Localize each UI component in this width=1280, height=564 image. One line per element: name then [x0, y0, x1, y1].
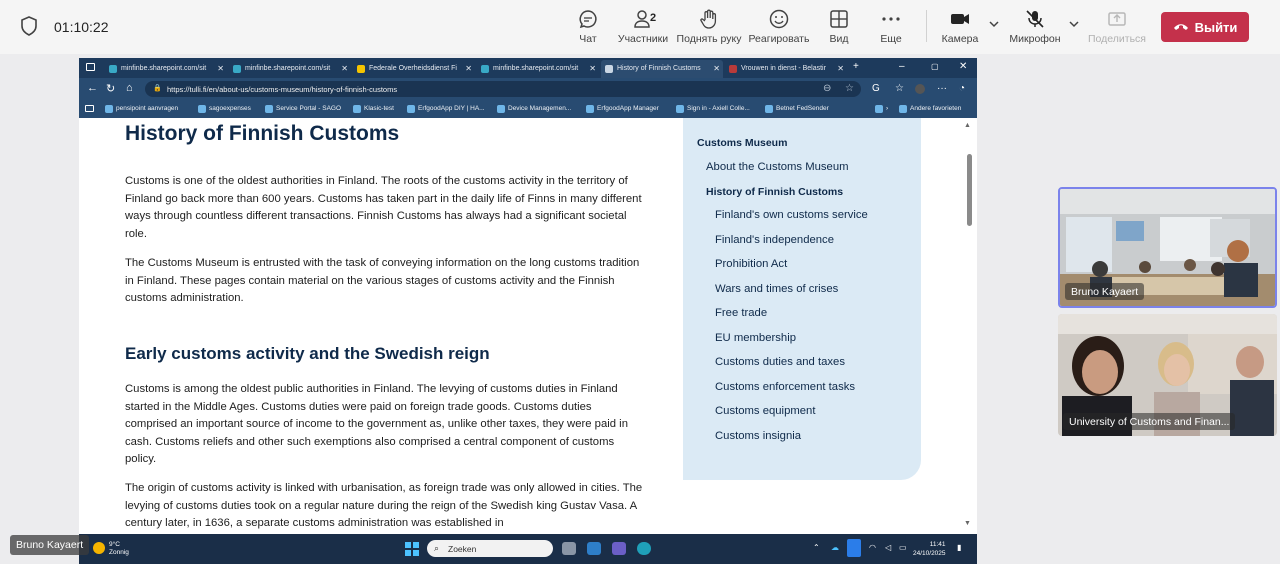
tab-label: minfinbe.sharepoint.com/sit	[245, 65, 331, 72]
favorite-item[interactable]: Service Portal - SAGO	[265, 105, 341, 112]
sidebar-heading: Customs Museum	[697, 137, 788, 149]
url-input[interactable]	[145, 81, 861, 97]
sidebar-link[interactable]: Finland's own customs service	[715, 209, 868, 221]
sidebar-link-current[interactable]: History of Finnish Customs	[706, 186, 844, 198]
intro-paragraph: The Customs Museum is entrusted with the task of conveying information on the long customs tradition in Finland. These pages contain material on the various stages of customs activity and the Finnish customs administration.	[125, 257, 640, 305]
more-label: Еще	[880, 33, 902, 45]
notification-icon[interactable]: ▮	[957, 543, 962, 552]
tab-actions-icon[interactable]	[86, 63, 95, 71]
collections-icon[interactable]: ☆	[895, 83, 904, 94]
browser-tab-strip	[79, 58, 977, 78]
favorite-item[interactable]: ErfgoodApp Manager	[586, 105, 659, 112]
sidebar-nav	[683, 118, 921, 480]
participants-button[interactable]	[608, 8, 678, 45]
sidebar-link[interactable]: Customs insignia	[715, 430, 802, 442]
sidebar-link[interactable]: Finland's independence	[715, 234, 834, 246]
tray-chevron-icon[interactable]: ⌃	[813, 543, 820, 552]
raise-hand-label: Поднять руку	[676, 33, 742, 45]
refresh-icon[interactable]: ↻	[106, 83, 116, 95]
close-icon[interactable]: ✕	[217, 64, 224, 73]
taskbar-clock[interactable]	[913, 540, 946, 558]
search-placeholder: Zoeken	[448, 544, 477, 554]
favorites-toggle-icon[interactable]	[85, 105, 94, 112]
share-icon	[1106, 8, 1128, 30]
browser-tab[interactable]	[477, 60, 599, 78]
section-paragraph: The origin of customs activity is linked with urbanisation, as foreign trade was only allowed in cities. The levying of customs duties took on a regular nature during the reign of the Swedish king Gustav Vasa. A century later, in 1636, a separate customs administration was established in	[125, 482, 643, 530]
home-icon[interactable]: ⌂	[126, 82, 133, 94]
tab-label: Vrouwen in dienst - Belastir	[741, 65, 826, 72]
chat-label: Чат	[579, 33, 597, 45]
other-favorites-folder[interactable]: Andere favorieten	[899, 105, 961, 112]
tab-favicon-icon	[605, 65, 613, 73]
tab-favicon-icon	[357, 65, 365, 73]
section-heading: Early customs activity and the Swedish reign	[125, 344, 490, 363]
intro-paragraph: Customs is one of the oldest authorities in Finland. The roots of the customs activity in the territory of Finland go back more than 600 years. Customs has taken part in the daily life of Finns in many different ways through countless different transactions. Finnish Customs has always had a significant societal role.	[125, 175, 642, 240]
edge-icon[interactable]	[637, 542, 651, 555]
maximize-icon[interactable]: ▢	[931, 62, 939, 71]
web-page-content	[79, 118, 977, 534]
grid-icon	[828, 8, 850, 30]
section-paragraph: Customs is among the oldest public authorities in Finland. The levying of customs duties in Finland started in the Middle Ages. Customs duties were paid on foreign trade goods. Customs duties comprised an important source of income to the government as, unlike other taxes, they were paid in cash. Customs reliefs and other such exemptions also comprised a central component of customs policy.	[125, 383, 628, 466]
chevron-down-icon[interactable]	[1068, 18, 1080, 30]
view-label: Вид	[829, 33, 849, 45]
favorite-item[interactable]: ErfgoodApp DIY | HA...	[407, 105, 485, 112]
share-label: Поделиться	[1088, 33, 1146, 45]
tab-label: minfinbe.sharepoint.com/sit	[121, 65, 207, 72]
tab-label: minfinbe.sharepoint.com/sit	[493, 65, 579, 72]
close-icon[interactable]: ✕	[837, 64, 844, 73]
tab-favicon-icon	[233, 65, 241, 73]
hand-icon	[698, 8, 720, 30]
close-icon[interactable]: ✕	[589, 64, 596, 73]
lock-icon: 🔒	[153, 85, 162, 92]
sidebar-link[interactable]: Customs enforcement tasks	[715, 381, 856, 393]
sidebar-link[interactable]: Customs equipment	[715, 405, 816, 417]
camera-icon	[949, 8, 971, 30]
mic-button[interactable]	[1000, 8, 1070, 45]
page-title: History of Finnish Customs	[125, 122, 400, 145]
onedrive-icon[interactable]: ☁	[831, 543, 839, 552]
tab-favicon-icon	[109, 65, 117, 73]
clock-time: 11:41	[929, 541, 946, 548]
favorite-item[interactable]: sagoexpenses	[198, 105, 251, 112]
weather-widget[interactable]	[109, 541, 129, 557]
browser-tab[interactable]	[353, 60, 475, 78]
raise-hand-button[interactable]	[674, 8, 744, 45]
smile-icon	[768, 8, 790, 30]
participant-tile[interactable]	[1058, 187, 1277, 308]
sidebar-link[interactable]: Prohibition Act	[715, 258, 788, 270]
favorite-star-icon[interactable]: ☆	[845, 83, 854, 94]
more-button[interactable]	[856, 8, 926, 45]
favorites-chevron-icon[interactable]: ›	[875, 105, 888, 112]
tab-favicon-icon	[729, 65, 737, 73]
minimize-icon[interactable]: –	[899, 61, 905, 72]
meeting-timer: 01:10:22	[54, 19, 109, 35]
participant-name: University of Customs and Finan...	[1063, 413, 1235, 430]
taskbar-search[interactable]	[427, 540, 553, 557]
browser-menu-icon[interactable]: ···	[937, 83, 947, 94]
scrollbar-thumb[interactable]	[967, 154, 972, 226]
participant-tile[interactable]	[1058, 314, 1277, 436]
weather-text: Zonnig	[109, 549, 129, 556]
close-icon[interactable]: ✕	[465, 64, 472, 73]
browser-tab[interactable]	[229, 60, 351, 78]
leave-button[interactable]	[1161, 12, 1249, 42]
favorites-bar	[79, 100, 977, 118]
browser-tab[interactable]	[725, 60, 847, 78]
phone-hangup-icon	[1173, 22, 1189, 32]
wifi-icon[interactable]: ◠	[869, 543, 876, 552]
participant-name: Bruno Kayaert	[1065, 283, 1144, 300]
chat-icon	[577, 8, 599, 30]
tab-label: Federale Overheidsdienst Fi	[369, 65, 457, 72]
favorite-item[interactable]: pensipoint aanvragen	[105, 105, 178, 112]
favorite-item[interactable]: Betnet FedSender	[765, 105, 829, 112]
camera-button[interactable]	[925, 8, 995, 45]
participants-label: Участники	[617, 33, 669, 45]
favorite-item[interactable]: Sign in - Axiell Colle...	[676, 105, 750, 112]
share-button[interactable]	[1082, 8, 1152, 45]
new-tab-icon[interactable]: +	[853, 61, 859, 72]
mic-tray-icon[interactable]	[847, 539, 861, 557]
sidebar-link[interactable]: Customs duties and taxes	[715, 356, 845, 368]
profile-icon[interactable]	[915, 84, 925, 94]
battery-icon[interactable]: ▭	[899, 543, 907, 552]
camera-label: Камера	[941, 33, 979, 45]
sidebar-link[interactable]: Wars and times of crises	[715, 283, 839, 295]
meeting-toolbar	[0, 0, 1280, 54]
copilot-icon[interactable]: ◔	[959, 83, 966, 94]
chevron-down-icon[interactable]	[988, 18, 1000, 30]
scroll-up-icon[interactable]: ▲	[964, 122, 971, 129]
back-icon[interactable]: ←	[87, 82, 98, 94]
mic-label: Микрофон	[1009, 33, 1061, 45]
close-icon[interactable]: ✕	[713, 64, 720, 73]
clock-date: 24/10/2025	[913, 550, 946, 557]
browser-tab-active[interactable]	[601, 60, 723, 78]
app-icon[interactable]	[587, 542, 601, 555]
shield-icon	[20, 16, 38, 36]
tab-favicon-icon	[481, 65, 489, 73]
close-icon[interactable]: ✕	[341, 64, 348, 73]
address-bar-row	[79, 78, 977, 100]
self-view-name: Bruno Kayaert	[10, 535, 89, 555]
sidebar-link[interactable]: EU membership	[715, 332, 796, 344]
windows-taskbar	[79, 534, 977, 564]
participants-count: 2	[650, 12, 657, 24]
browser-tab[interactable]	[105, 60, 227, 78]
url-text: https://tulli.fi/en/about-us/customs-museum/history-of-finnish-customs	[167, 85, 398, 94]
zoom-icon[interactable]: ⊖	[823, 83, 832, 94]
favorite-item[interactable]: Device Managemen...	[497, 105, 571, 112]
sidebar-link[interactable]: Free trade	[715, 307, 768, 319]
extension-icon[interactable]: G	[872, 83, 880, 94]
weather-sun-icon	[93, 542, 105, 554]
close-window-icon[interactable]: ✕	[959, 61, 968, 72]
task-view-icon[interactable]	[562, 542, 576, 555]
search-icon: ⌕	[434, 543, 440, 553]
tab-label: History of Finnish Customs	[617, 65, 701, 72]
scroll-down-icon[interactable]: ▼	[964, 520, 971, 527]
weather-temp: 9°C	[109, 541, 120, 548]
leave-label: Выйти	[1194, 19, 1238, 35]
windows-start-icon[interactable]	[405, 542, 419, 556]
favorite-item[interactable]: Klasic-test	[353, 105, 394, 112]
teams-icon[interactable]	[612, 542, 626, 555]
more-icon	[880, 8, 902, 30]
mic-muted-icon	[1024, 8, 1046, 30]
react-label: Реагировать	[748, 33, 810, 45]
volume-icon[interactable]: ◁	[885, 543, 892, 552]
shared-screen	[79, 58, 977, 564]
sidebar-link[interactable]: About the Customs Museum	[706, 161, 849, 173]
